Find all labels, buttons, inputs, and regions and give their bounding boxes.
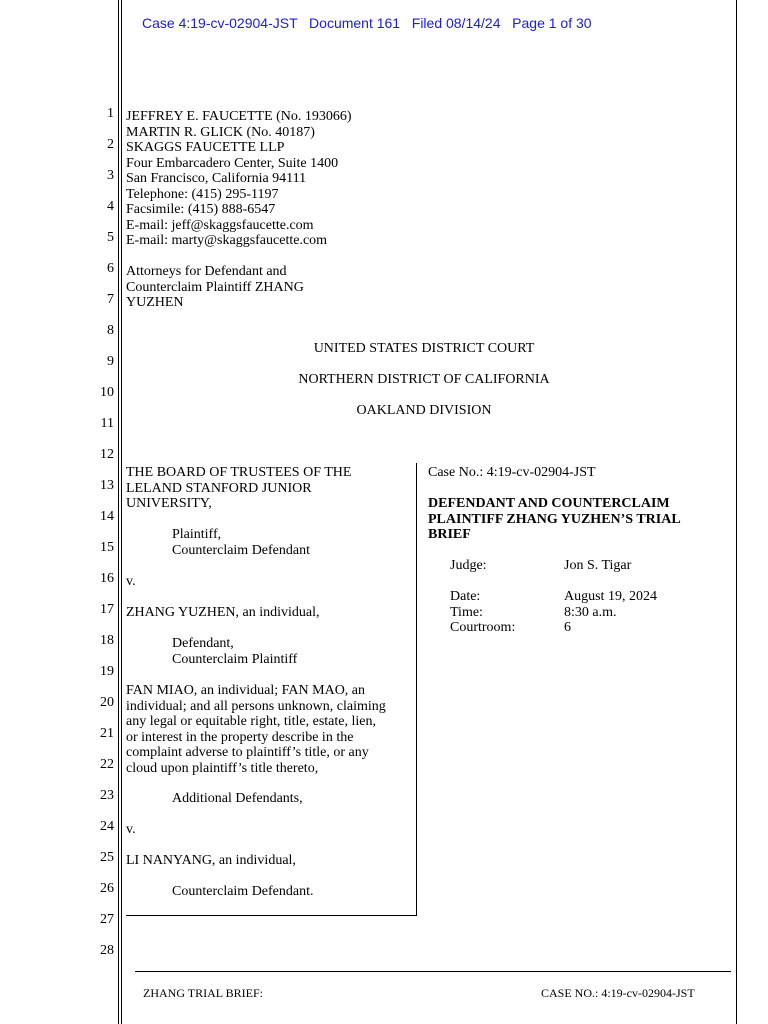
additional-defendants-line: individual; and all persons unknown, claiming: [126, 698, 386, 714]
line-number: 16: [100, 571, 114, 586]
line-number: 3: [107, 168, 114, 183]
line-number: 27: [100, 912, 114, 927]
plaintiff-role: Plaintiff,: [172, 527, 222, 542]
attorney-line: Four Embarcadero Center, Suite 1400: [126, 155, 339, 171]
document-title-line: PLAINTIFF ZHANG YUZHEN’S TRIAL: [428, 511, 681, 527]
additional-defendants-role: Additional Defendants,: [172, 791, 303, 806]
line-number: 6: [107, 261, 114, 276]
attorney-line: San Francisco, California 94111: [126, 171, 307, 186]
versus-1: v.: [126, 574, 136, 589]
defendant-role: Counterclaim Plaintiff: [172, 651, 298, 667]
plaintiff-line: LELAND STANFORD JUNIOR: [126, 480, 312, 496]
time-value: 8:30 a.m.: [564, 604, 617, 620]
left-margin-rule-2: [121, 0, 122, 1024]
court-district: NORTHERN DISTRICT OF CALIFORNIA: [298, 372, 550, 387]
line-number: 11: [100, 416, 114, 431]
line-number: 13: [100, 478, 114, 493]
line-number: 9: [107, 354, 114, 369]
line-number: 17: [100, 602, 114, 617]
document-title-line: DEFENDANT AND COUNTERCLAIM: [428, 496, 670, 511]
line-number: 20: [100, 695, 114, 710]
court-name: UNITED STATES DISTRICT COURT: [313, 341, 535, 356]
right-margin-rule: [736, 0, 737, 1024]
line-number: 28: [100, 943, 114, 958]
court-division: OAKLAND DIVISION: [356, 403, 492, 418]
additional-defendants-line: complaint adverse to plaintiff’s title, or any: [126, 745, 369, 760]
additional-defendants-line: any legal or equitable right, title, estate, lien,: [126, 714, 376, 729]
versus-2: v.: [126, 822, 136, 837]
footer-title: ZHANG TRIAL BRIEF:: [143, 986, 263, 1000]
caption-bottom-rule: [126, 915, 417, 916]
plaintiff-line: UNIVERSITY,: [126, 496, 212, 511]
attorney-line: Telephone: (415) 295-1197: [126, 186, 279, 202]
line-number: 2: [107, 137, 114, 152]
left-margin-rule-1: [118, 0, 119, 1024]
line-number: 21: [100, 726, 114, 741]
line-number: 25: [100, 850, 114, 865]
judge-label: Judge:: [450, 558, 487, 573]
line-number: 23: [100, 788, 114, 803]
attorney-line: Facsimile: (415) 888-6547: [126, 202, 276, 217]
defendant-role: Defendant,: [172, 636, 234, 651]
footer-case-number: CASE NO.: 4:19-cv-02904-JST: [541, 986, 695, 1000]
attorney-line: E-mail: jeff@skaggsfaucette.com: [126, 217, 314, 233]
plaintiff-line: THE BOARD OF TRUSTEES OF THE: [126, 465, 352, 480]
line-number: 14: [100, 509, 114, 524]
line-number: 10: [100, 385, 114, 400]
attorney-line: SKAGGS FAUCETTE LLP: [126, 140, 285, 155]
line-number: 1: [107, 106, 114, 121]
defendant-name: ZHANG YUZHEN, an individual,: [126, 605, 320, 620]
date-value: August 19, 2024: [564, 589, 657, 604]
line-number: 24: [100, 819, 114, 834]
courtroom-label: Courtroom:: [450, 620, 516, 635]
counterclaim-defendant-role: Counterclaim Defendant.: [172, 884, 314, 899]
line-number: 12: [100, 447, 114, 462]
attorney-line: JEFFREY E. FAUCETTE (No. 193066): [126, 109, 352, 124]
attorney-line: MARTIN R. GLICK (No. 40187): [126, 124, 315, 140]
date-label: Date:: [450, 589, 481, 604]
attorneys-for-line: Attorneys for Defendant and: [126, 264, 287, 279]
line-number: 19: [100, 664, 114, 679]
line-number: 7: [107, 292, 114, 307]
judge-value: Jon S. Tigar: [564, 558, 632, 573]
additional-defendants-line: FAN MIAO, an individual; FAN MAO, an: [126, 683, 366, 698]
attorney-line: E-mail: marty@skaggsfaucette.com: [126, 233, 328, 248]
attorneys-for-line: Counterclaim Plaintiff ZHANG: [126, 279, 304, 295]
line-number: 18: [100, 633, 114, 648]
case-number: Case No.: 4:19-cv-02904-JST: [428, 465, 596, 480]
footer-rule: [135, 971, 731, 972]
line-number: 15: [100, 540, 114, 555]
caption-divider: [416, 463, 417, 916]
line-number: 4: [107, 199, 114, 214]
document-title-line: BRIEF: [428, 527, 471, 542]
counterclaim-defendant-name: LI NANYANG, an individual,: [126, 853, 296, 868]
additional-defendants-line: cloud upon plaintiff’s title thereto,: [126, 760, 319, 776]
plaintiff-role: Counterclaim Defendant: [172, 542, 311, 558]
filing-header-stamp: Case 4:19-cv-02904-JST Document 161 Filed 08/14/24 Page 1 of 30: [142, 15, 592, 31]
time-label: Time:: [450, 604, 483, 620]
courtroom-value: 6: [564, 620, 571, 635]
line-number: 22: [100, 757, 114, 772]
line-number: 5: [107, 230, 114, 245]
line-number: 26: [100, 881, 114, 896]
line-number: 8: [107, 323, 114, 338]
attorneys-for-line: YUZHEN: [126, 295, 184, 310]
additional-defendants-line: or interest in the property describe in the: [126, 729, 354, 745]
